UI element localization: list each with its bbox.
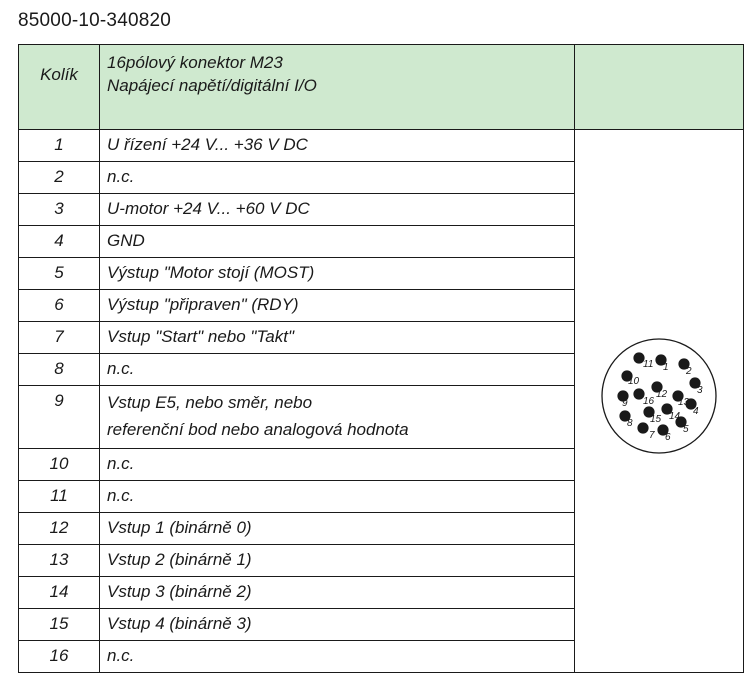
connector-pin-label: 5 (683, 424, 689, 435)
connector-pin-dot (637, 422, 648, 433)
pin-description: U-motor +24 V... +60 V DC (100, 194, 575, 226)
connector-pin-label: 8 (627, 418, 633, 429)
header-desc-line1: 16pólový konektor M23 (107, 53, 283, 72)
connector-pin-label: 16 (643, 396, 655, 407)
header-desc-line2: Napájecí napětí/digitální I/O (107, 76, 317, 95)
header-description (100, 45, 575, 130)
connector-diagram-cell (575, 130, 744, 673)
pin-description: n.c. (100, 641, 575, 673)
header-pin: Kolík (19, 45, 100, 130)
pin-description: Vstup 4 (binárně 3) (100, 609, 575, 641)
pin-number: 13 (19, 545, 100, 577)
pin-number: 7 (19, 322, 100, 354)
pin-number: 10 (19, 449, 100, 481)
pin-description: Výstup "připraven" (RDY) (100, 290, 575, 322)
pin-description: Vstup "Start" nebo "Takt" (100, 322, 575, 354)
connector-pin-label: 6 (665, 432, 671, 443)
pin-description: n.c. (100, 481, 575, 513)
pin-description: Vstup 2 (binárně 1) (100, 545, 575, 577)
pin-number: 16 (19, 641, 100, 673)
pin-number: 9 (19, 386, 100, 449)
pin-number: 14 (19, 577, 100, 609)
connector-pin-label: 1 (663, 362, 669, 373)
connector-pin-label: 4 (693, 406, 699, 417)
connector-pin-label: 10 (628, 376, 640, 387)
connector-pin-label: 11 (643, 359, 654, 370)
pin-number: 2 (19, 162, 100, 194)
pin-number: 15 (19, 609, 100, 641)
pin-number: 4 (19, 226, 100, 258)
pin-number: 8 (19, 354, 100, 386)
pinout-table (18, 44, 744, 673)
pin-description (100, 386, 575, 449)
pin-description: Výstup "Motor stojí (MOST) (100, 258, 575, 290)
header-image-cell (575, 45, 744, 130)
connector-pin-label: 14 (669, 411, 681, 422)
pin-number: 12 (19, 513, 100, 545)
pin-description: Vstup 1 (binárně 0) (100, 513, 575, 545)
pin-number: 11 (19, 481, 100, 513)
pin-number: 1 (19, 130, 100, 162)
connector-pin-label: 2 (686, 366, 692, 377)
connector-pin-label: 12 (656, 389, 668, 400)
pin-description: GND (100, 226, 575, 258)
table-row (19, 130, 744, 162)
connector-pin-label: 13 (678, 397, 690, 408)
pin-description: n.c. (100, 354, 575, 386)
connector-diagram (599, 336, 719, 456)
pin-number: 6 (19, 290, 100, 322)
connector-pin-label: 15 (650, 414, 662, 425)
connector-pin-label: 3 (697, 385, 703, 396)
pin-number: 3 (19, 194, 100, 226)
table-header-row (19, 45, 744, 130)
document-code: 85000-10-340820 (18, 10, 172, 31)
pin-description: U řízení +24 V... +36 V DC (100, 130, 575, 162)
pin-description: n.c. (100, 449, 575, 481)
pin-description-line2: referenční bod nebo analogová hodnota (107, 420, 409, 439)
pin-description-line1: Vstup E5, nebo směr, nebo (107, 393, 313, 412)
connector-pin-label: 9 (622, 398, 628, 409)
connector-pin-label: 7 (649, 430, 655, 441)
pin-description: n.c. (100, 162, 575, 194)
pin-number: 5 (19, 258, 100, 290)
pin-description: Vstup 3 (binárně 2) (100, 577, 575, 609)
